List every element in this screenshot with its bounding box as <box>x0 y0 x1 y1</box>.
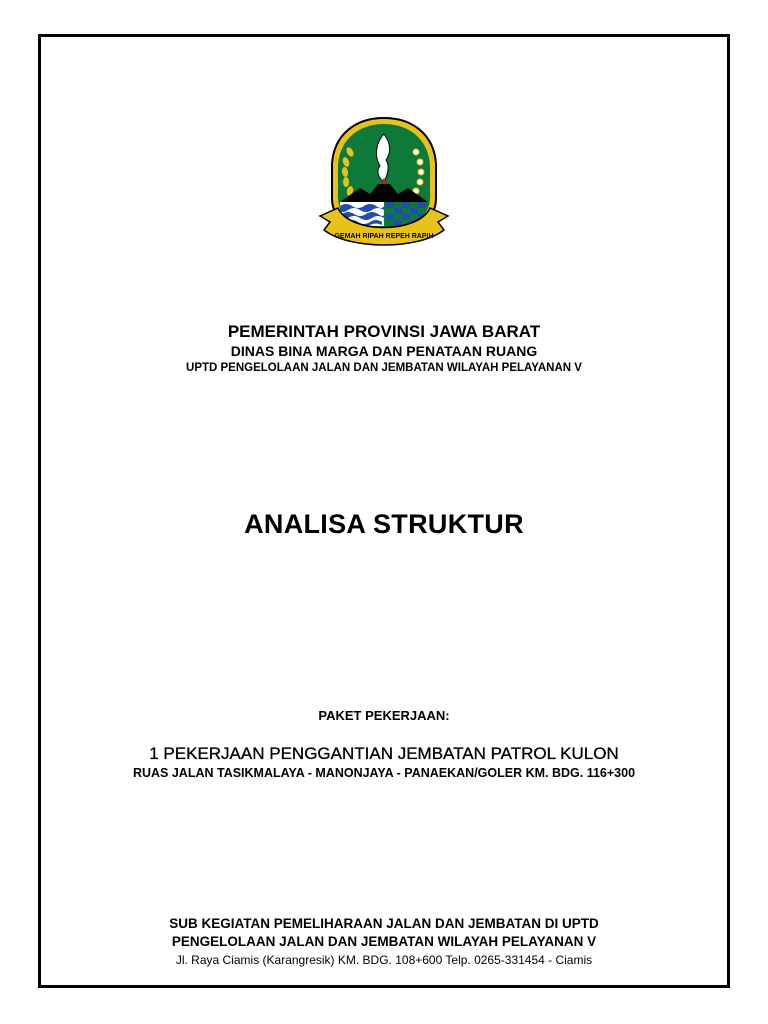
org-line-2: DINAS BINA MARGA DAN PENATAAN RUANG <box>230 343 538 359</box>
package-label: PAKET PEKERJAAN: <box>318 708 450 723</box>
sub-activity-line-2: PENGELOLAAN JALAN DAN JEMBATAN WILAYAH PELAYANAN V <box>171 934 597 949</box>
svg-text:GEMAH RIPAH REPEH RAPIH: GEMAH RIPAH REPEH RAPIH <box>334 233 434 240</box>
sub-activity-line-1: SUB KEGIATAN PEMELIHARAAN JALAN DAN JEMBATAN DI UPTD <box>169 916 599 931</box>
document-title: ANALISA STRUKTUR <box>244 509 524 539</box>
office-address: Jl. Raya Ciamis (Karangresik) KM. BDG. 108+600 Telp. 0265-331454 - Ciamis <box>175 953 593 967</box>
org-line-3: UPTD PENGELOLAAN JALAN DAN JEMBATAN WILAYAH PELAYANAN V <box>186 362 582 374</box>
west-java-emblem-icon <box>316 112 452 254</box>
package-route: RUAS JALAN TASIKMALAYA - MANONJAYA - PANAEKAN/GOLER KM. BDG. 116+300 <box>132 766 636 780</box>
package-title: 1 PEKERJAAN PENGGANTIAN JEMBATAN PATROL KULON <box>149 744 619 763</box>
org-line-1: PEMERINTAH PROVINSI JAWA BARAT <box>227 322 541 341</box>
